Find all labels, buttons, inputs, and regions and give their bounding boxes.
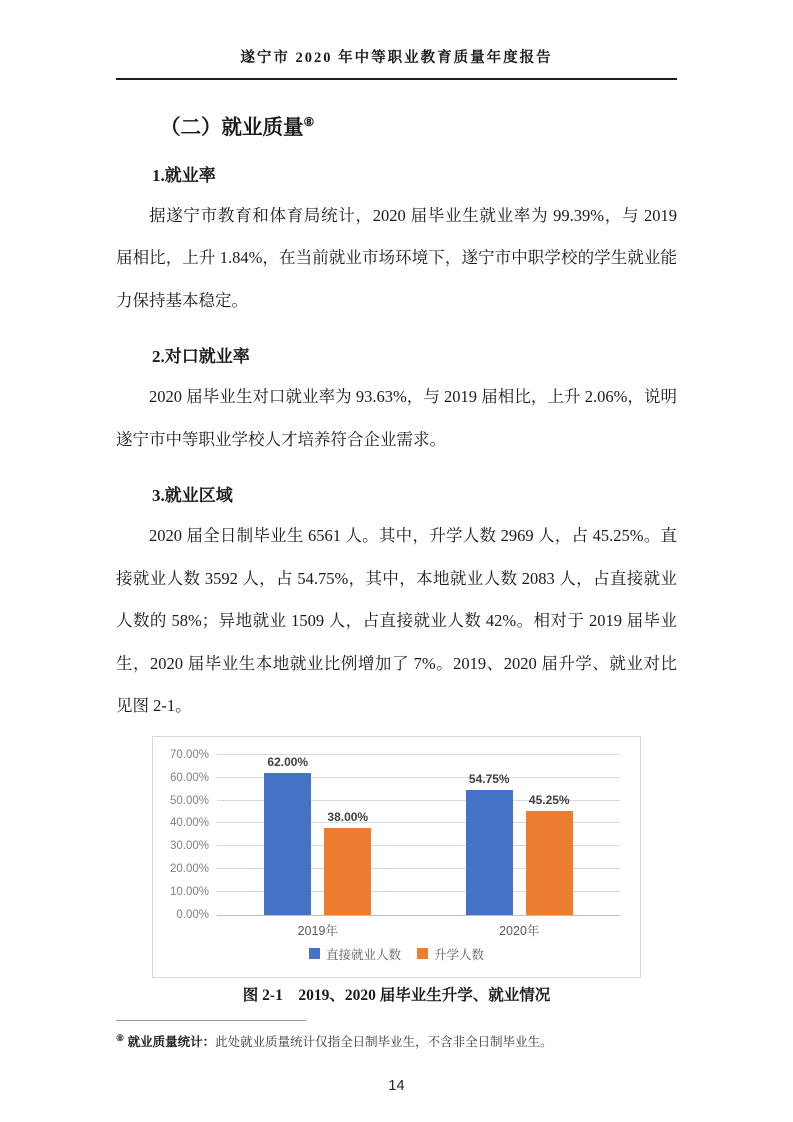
bar-series-0-group-0 [264,755,311,915]
legend-label: 升学人数 [434,947,485,962]
bar-series-1-group-0 [324,809,371,915]
bar-data-label: 45.25% [528,793,570,808]
bar-series-0-group-1 [466,771,513,915]
x-axis-category-label: 2020年 [499,923,540,938]
y-axis-tick-label: 50.00% [169,794,209,807]
chart-x-axis [217,921,620,939]
footnote-label: 就业质量统计： [127,1034,216,1049]
paragraph-employment-region: 2020 届全日制毕业生 6561 人。其中，升学人数 2969 人，占 45.25%。直接就业人数 3592 人，占 54.75%，其中，本地就业人数 2083 人，占直接就业人数的 58%；异地就业 1509 人，占直接就业人数 42%。相对于 2019 届毕业生，2020 届毕业生本地就业比例增加了 7%。2019、2020 届升学、就业对比见图 2-1。 [116,526,677,716]
y-axis-tick-label: 30.00% [169,840,209,853]
page-number: 14 [388,1077,405,1094]
legend-swatch-icon [417,948,428,959]
bar-data-label: 38.00% [327,809,369,824]
figure-2-1-bar-chart [152,736,641,978]
running-header-title: 遂宁市 2020 年中等职业教育质量年度报告 [116,46,677,80]
paragraph-employment-rate: 据遂宁市教育和体育局统计，2020 届毕业生就业率为 99.39%，与 2019 届相比，上升 1.84%，在当前就业市场环境下，遂宁市中职学校的学生就业能力保持基本稳定。 [116,205,677,310]
section-title [160,110,677,141]
bar-data-label: 62.00% [267,755,309,770]
y-axis-tick-label: 70.00% [169,748,209,761]
y-axis-tick-label: 10.00% [169,885,209,898]
y-axis-tick-label: 20.00% [169,863,209,876]
paragraph-matched-employment-rate: 2020 届毕业生对口就业率为 93.63%，与 2019 届相比，上升 2.06%，说明遂宁市中等职业学校人才培养符合企业需求。 [116,387,677,449]
bar-series-1-group-1 [526,793,573,914]
legend-item-0 [309,945,401,963]
footnote [116,1029,677,1052]
bar-group-0 [217,755,419,915]
subsection-heading-employment-region: 3.就业区域 [152,486,233,506]
footnote-separator [116,1020,306,1021]
y-axis-tick-label: 40.00% [169,817,209,830]
legend-item-1 [417,945,484,963]
chart-legend [153,945,640,963]
figure-caption: 图 2-1 2019、2020 届毕业生升学、就业情况 [242,986,551,1004]
footnote-reference-superscript: ⑧ [303,115,315,129]
footnote-text: 此处就业质量统计仅指全日制毕业生，不含非全日制毕业生。 [215,1034,553,1049]
subsection-heading-employment-rate: 1.就业率 [152,165,216,185]
legend-label: 直接就业人数 [325,947,401,962]
bar-group-1 [419,755,621,915]
subsection-heading-matched-employment-rate: 2.对口就业率 [152,347,250,367]
x-axis-category-label: 2019年 [297,923,338,938]
chart-plot [169,748,620,921]
y-axis-tick-label: 60.00% [169,771,209,784]
legend-swatch-icon [309,948,320,959]
bar-data-label: 54.75% [468,771,510,786]
footnote-marker: ⑧ [116,1032,125,1043]
section-title-text: （二）就业质量 [160,116,304,139]
y-axis-tick-label: 0.00% [176,908,209,921]
